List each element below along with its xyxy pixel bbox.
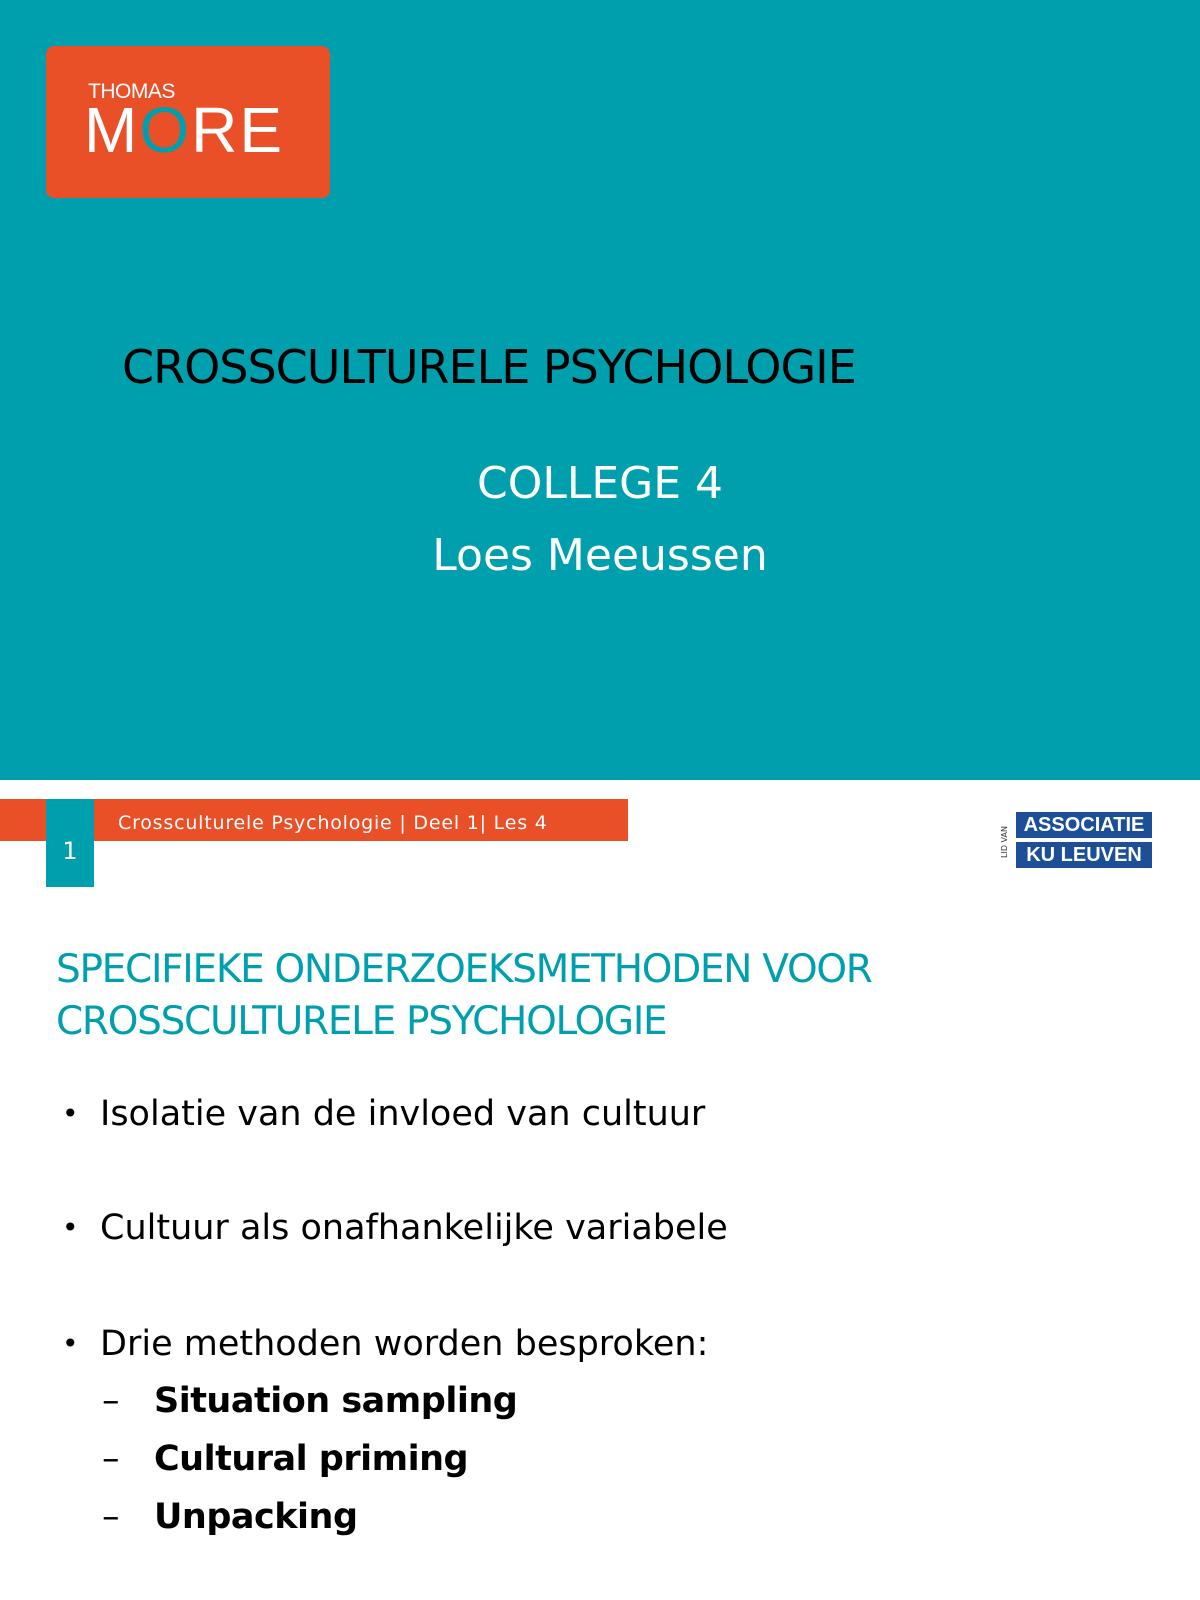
title-slide [0, 0, 1200, 780]
bullet-icon: • [62, 1097, 79, 1130]
thomas-more-logo [46, 46, 330, 198]
ku-logo-line2: KU LEUVEN [1016, 842, 1152, 868]
bullet-icon: • [62, 1211, 79, 1244]
logo-more-text: MORE [84, 94, 284, 166]
bullet-icon: • [62, 1327, 79, 1360]
bullet-text: Isolatie van de invloed van cultuur [100, 1094, 706, 1134]
ku-side-label: LID VAN [1000, 826, 1009, 858]
dash-icon: – [102, 1439, 120, 1479]
author-name: Loes Meeussen [432, 530, 768, 581]
heading-line-2: CROSSCULTURELE PSYCHOLOGIE [56, 999, 667, 1044]
dash-icon: – [102, 1381, 120, 1421]
college-number: COLLEGE 4 [476, 458, 724, 509]
sub-item-text: Unpacking [154, 1497, 358, 1537]
sub-item-text: Cultural priming [154, 1439, 469, 1479]
logo-thomas-text: THOMAS [88, 80, 175, 103]
section-heading [56, 944, 1156, 1048]
footer-text: Crossculturele Psychologie | Deel 1| Les 4 [118, 812, 548, 834]
bullet-text: Drie methoden worden besproken: [100, 1324, 709, 1364]
dash-icon: – [102, 1497, 120, 1537]
slide-title: CROSSCULTURELE PSYCHOLOGIE [122, 340, 856, 394]
heading-line-1: SPECIFIEKE ONDERZOEKSMETHODEN VOOR [56, 947, 872, 992]
ku-logo-line1: ASSOCIATIE [1016, 812, 1152, 838]
bullet-text: Cultuur als onafhankelijke variabele [100, 1208, 728, 1248]
sub-item-text: Situation sampling [154, 1381, 518, 1421]
page-number: 1 [46, 799, 94, 887]
